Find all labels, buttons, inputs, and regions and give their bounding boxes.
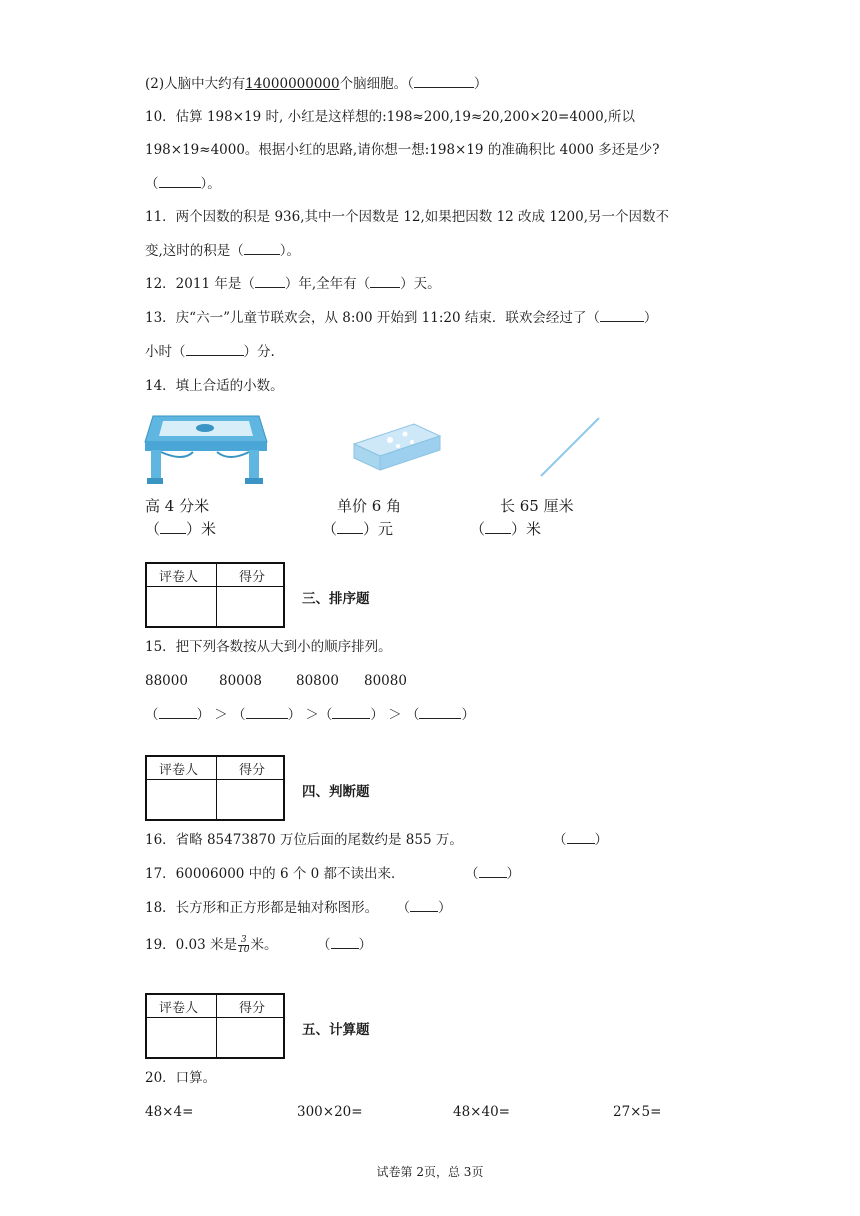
question-11-line2 [145, 242, 300, 260]
picture-label-1: 高 4 分米 [145, 497, 210, 515]
q9-2-number: 14000000000 [245, 76, 340, 92]
close-paren: ） [461, 707, 475, 723]
score-label: 得分 [239, 1001, 266, 1016]
open-paren: （ [145, 707, 159, 723]
greater-than: ＞ [305, 707, 319, 723]
answer-blank[interactable] [337, 521, 363, 534]
open-paren: （ [317, 937, 331, 953]
stick-image [535, 415, 605, 480]
picture-answer-2 [322, 518, 393, 539]
score-table-divider [216, 995, 217, 1057]
section-3-title: 三、排序题 [302, 591, 370, 607]
question-16 [145, 831, 608, 849]
greater-than: ＞ [214, 707, 228, 723]
score-label: 得分 [239, 570, 266, 585]
answer-blank[interactable] [244, 242, 280, 255]
close-paren: ） [196, 707, 210, 723]
answer-blank[interactable] [600, 309, 644, 322]
calc-item: 48×40= [453, 1104, 510, 1120]
q19-pre: 19．0.03 米是 [145, 937, 238, 953]
calc-item: 27×5= [613, 1104, 662, 1120]
open-paren: （ [396, 900, 410, 916]
open-paren: （ [322, 520, 338, 538]
q19-post: 米。 [250, 937, 278, 953]
open-paren: （ [405, 707, 420, 723]
section-4-title: 四、判断题 [302, 784, 370, 800]
answer-blank[interactable] [370, 275, 400, 288]
unit-text: ）元 [363, 520, 394, 538]
score-table-divider [216, 564, 217, 626]
denominator: 10 [238, 945, 250, 955]
q9-2-pre: (2)人脑中大约有 [145, 76, 246, 92]
numerator: 3 [238, 936, 249, 946]
question-12 [145, 275, 441, 293]
answer-blank[interactable] [246, 706, 288, 719]
question-14: 14．填上合适的小数。 [145, 378, 284, 394]
answer-blank[interactable] [485, 521, 511, 534]
picture-answer-1 [145, 518, 216, 539]
q13-pre: 13．庆“六一”儿童节联欢会，从 8:00 开始到 11:20 结束．联欢会经过了（ [145, 310, 600, 326]
number-item: 80080 [364, 673, 407, 689]
q11-post: ）。 [279, 243, 301, 259]
grader-label: 评卷人 [159, 1001, 199, 1016]
q19-answer [317, 936, 372, 954]
close-paren: ） [437, 900, 452, 916]
answer-blank[interactable] [332, 706, 370, 719]
answer-blank[interactable] [160, 521, 186, 534]
q15-answer-row [145, 706, 475, 724]
calc-item: 48×4= [145, 1104, 194, 1120]
calc-item: 300×20= [297, 1104, 363, 1120]
q11-pre: 变,这时的积是（ [145, 243, 244, 259]
answer-blank[interactable] [479, 865, 507, 878]
question-9-2 [145, 75, 487, 93]
q12-part-b: ）年,全年有（ [284, 276, 371, 292]
close-paren: ） [358, 937, 372, 953]
open-paren: （ [232, 707, 246, 723]
greater-than: ＞ [388, 707, 402, 723]
question-13-line2 [145, 343, 275, 361]
number-item: 80800 [296, 673, 339, 689]
number-item: 80008 [219, 673, 262, 689]
answer-blank[interactable] [159, 706, 197, 719]
answer-blank[interactable] [410, 899, 438, 912]
picture-answer-3 [470, 518, 541, 539]
eraser-image [350, 422, 442, 472]
q10-open: （ [145, 176, 159, 192]
answer-blank[interactable] [419, 706, 461, 719]
q9-2-post: 个脑细胞。（ [339, 76, 414, 92]
q13-close: ） [643, 310, 658, 326]
question-13-line1 [145, 309, 657, 327]
answer-blank[interactable] [255, 275, 285, 288]
answer-blank[interactable] [186, 343, 244, 356]
close-paren: ） [287, 707, 302, 723]
answer-blank[interactable] [331, 936, 359, 949]
table-image [143, 412, 268, 487]
unit-text: ）米 [186, 520, 217, 538]
score-table [145, 755, 285, 821]
open-paren: （ [318, 707, 333, 723]
q13-l2-pre: 小时（ [145, 344, 186, 360]
number-item: 88000 [145, 673, 188, 689]
question-10-line3 [145, 175, 221, 193]
answer-blank[interactable] [567, 831, 595, 844]
q18-answer [396, 900, 451, 916]
section-5-title: 五、计算题 [302, 1022, 370, 1038]
open-paren: （ [145, 520, 161, 538]
score-table [145, 562, 285, 628]
q17-answer [465, 865, 520, 883]
page-footer: 试卷第 2页，总 3页 [376, 1165, 484, 1179]
q9-2-close: ） [473, 76, 488, 92]
picture-label-2: 单价 6 角 [337, 497, 402, 515]
fraction [238, 936, 249, 955]
score-table-divider [216, 757, 217, 819]
question-18 [145, 899, 451, 917]
score-label: 得分 [239, 763, 266, 778]
q13-l2-post: ）分. [243, 344, 275, 360]
question-19 [145, 935, 372, 955]
score-table [145, 993, 285, 1059]
question-17 [145, 865, 520, 883]
q16-text: 16．省略 85473870 万位后面的尾数约是 855 万。 [145, 832, 463, 848]
open-paren: （ [470, 520, 486, 538]
close-paren: ） [506, 866, 520, 882]
q10-close: ）。 [200, 176, 221, 192]
q16-answer [553, 831, 608, 849]
q12-part-a: 12．2011 年是（ [145, 276, 255, 292]
q12-part-c: ）天。 [400, 276, 441, 292]
question-20: 20．口算。 [145, 1070, 217, 1086]
question-10-line2: 198×19≈4000。根据小红的思路,请你想一想:198×19 的准确积比 4000 多还是少? [145, 142, 660, 158]
unit-text: ）米 [511, 520, 542, 538]
grader-label: 评卷人 [159, 570, 199, 585]
answer-blank[interactable] [159, 175, 201, 188]
question-10-line1: 10．估算 198×19 时, 小红是这样想的:198≈200,19≈20,200×20=4000,所以 [145, 109, 635, 125]
question-11-line1: 11．两个因数的积是 936,其中一个因数是 12,如果把因数 12 改成 1200,另一个因数不 [145, 209, 669, 225]
answer-blank[interactable] [414, 75, 474, 88]
open-paren: （ [465, 866, 479, 882]
q17-text: 17．60006000 中的 6 个 0 都不读出来． [145, 866, 405, 882]
picture-label-3: 长 65 厘米 [500, 497, 574, 515]
open-paren: （ [553, 832, 567, 848]
close-paren: ） [370, 707, 384, 723]
q18-text: 18．长方形和正方形都是轴对称图形。 [145, 900, 379, 916]
question-15: 15．把下列各数按从大到小的顺序排列。 [145, 639, 392, 655]
close-paren: ） [594, 832, 608, 848]
grader-label: 评卷人 [159, 763, 199, 778]
